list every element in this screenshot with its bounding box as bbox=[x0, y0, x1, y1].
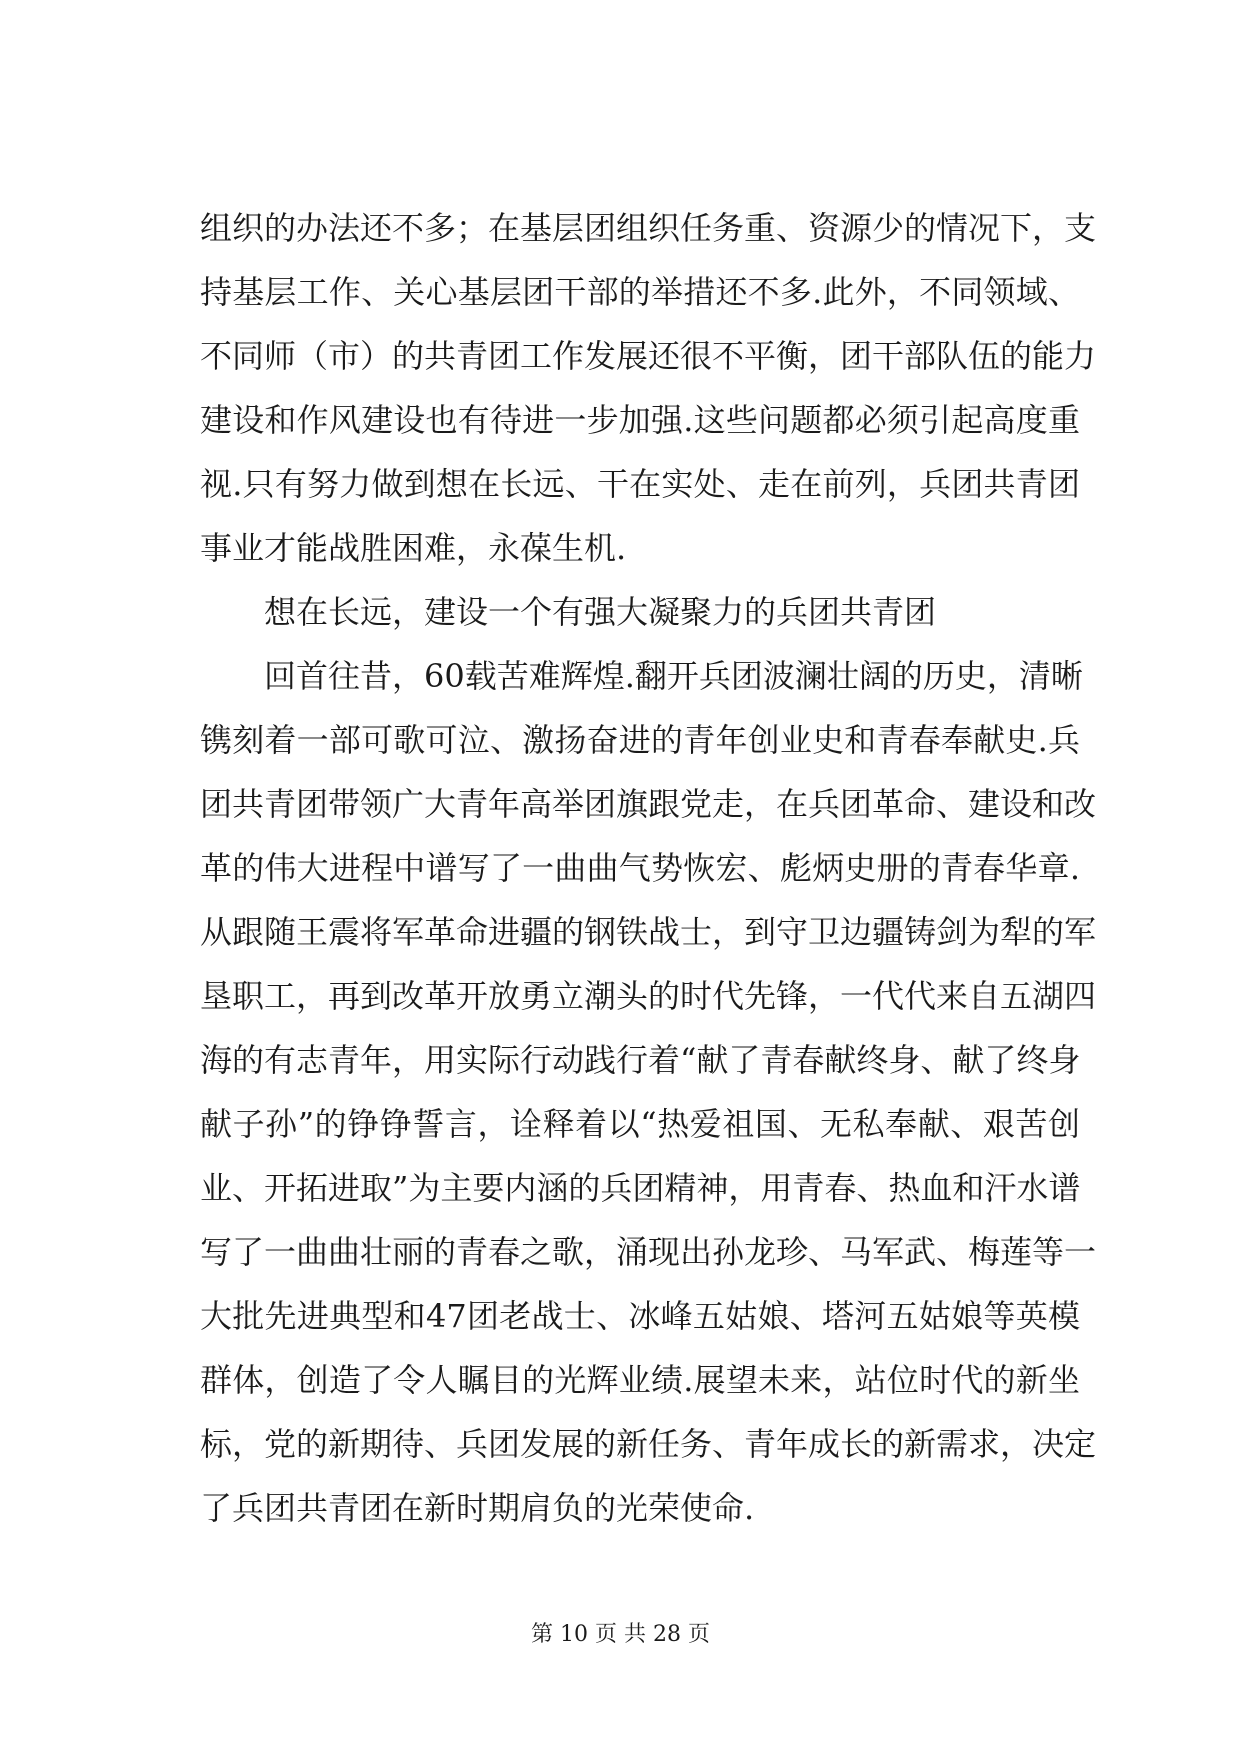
text-line: 群体，创造了令人瞩目的光辉业绩.展望未来，站位时代的新坐 bbox=[200, 1361, 1080, 1399]
document-body bbox=[200, 196, 1097, 1540]
paragraph bbox=[200, 644, 1097, 1540]
text-line: 海的有志青年，用实际行动践行着“献了青春献终身、献了终身 bbox=[200, 1041, 1081, 1079]
page-number: 第 10 页 共 28 页 bbox=[531, 1622, 710, 1647]
text-line: 组织的办法还不多；在基层团组织任务重、资源少的情况下，支 bbox=[200, 209, 1097, 247]
text-line: 持基层工作、关心基层团干部的举措还不多.此外，不同领域、 bbox=[200, 273, 1080, 311]
text-line: 视.只有努力做到想在长远、干在实处、走在前列，兵团共青团 bbox=[200, 465, 1080, 503]
section-heading bbox=[200, 580, 1080, 644]
paragraph-continuation bbox=[200, 196, 1097, 580]
text-line: 镌刻着一部可歌可泣、激扬奋进的青年创业史和青春奉献史.兵 bbox=[200, 721, 1080, 759]
text-line: 不同师（市）的共青团工作发展还很不平衡，团干部队伍的能力 bbox=[200, 337, 1097, 375]
text-line: 事业才能战胜困难，永葆生机. bbox=[200, 529, 627, 567]
text-line: 业、开拓进取”为主要内涵的兵团精神，用青春、热血和汗水谱 bbox=[200, 1169, 1081, 1207]
heading-line: 想在长远，建设一个有强大凝聚力的兵团共青团 bbox=[264, 593, 937, 631]
text-line: 大批先进典型和47团老战士、冰峰五姑娘、塔河五姑娘等英模 bbox=[200, 1297, 1080, 1335]
text-line: 标，党的新期待、兵团发展的新任务、青年成长的新需求，决定 bbox=[200, 1425, 1097, 1463]
text-line: 革的伟大进程中谱写了一曲曲气势恢宏、彪炳史册的青春华章. bbox=[200, 849, 1080, 887]
text-line: 建设和作风建设也有待进一步加强.这些问题都必须引起高度重 bbox=[200, 401, 1080, 439]
text-line: 写了一曲曲壮丽的青春之歌，涌现出孙龙珍、马军武、梅莲等一 bbox=[200, 1233, 1097, 1271]
text-line: 回首往昔，60载苦难辉煌.翻开兵团波澜壮阔的历史，清晰 bbox=[264, 657, 1083, 695]
text-line: 团共青团带领广大青年高举团旗跟党走，在兵团革命、建设和改 bbox=[200, 785, 1097, 823]
text-line: 了兵团共青团在新时期肩负的光荣使命. bbox=[200, 1489, 755, 1527]
text-line: 垦职工，再到改革开放勇立潮头的时代先锋，一代代来自五湖四 bbox=[200, 977, 1097, 1015]
text-line: 献子孙”的铮铮誓言，诠释着以“热爱祖国、无私奉献、艰苦创 bbox=[200, 1105, 1080, 1143]
page-footer bbox=[0, 1620, 1241, 1650]
text-line: 从跟随王震将军革命进疆的钢铁战士，到守卫边疆铸剑为犁的军 bbox=[200, 913, 1097, 951]
